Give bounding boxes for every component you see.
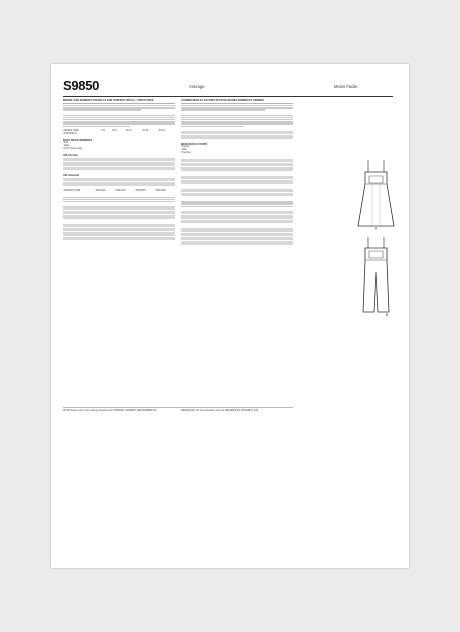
view-a-illustration: [351, 156, 401, 230]
misses-size-heading: MISSES' SIZE: [63, 129, 79, 132]
french-body-measurements-table: [181, 146, 293, 155]
french-body-measurements-heading: MESURES DU CORPS: [181, 142, 208, 146]
french-title: COMBINAISON ET SALOPETTE POUR JEUNES FEMMES ET FEMMES: [181, 99, 264, 102]
size-cell: 4-6: [101, 129, 105, 132]
body-measurements-table: [63, 142, 175, 151]
view-b-heading: A/B Jumpsuit: [63, 174, 80, 178]
row-label-hanches: Hanches: [181, 151, 191, 154]
view-a-heading: A/B Overalls: [63, 153, 78, 157]
size-cell: 20-22: [158, 129, 165, 132]
size-cell: 18W-20W: [95, 189, 106, 192]
footer-note-en: NOTE: Please refer to the sewing instructions for FINISHED GARMENT MEASUREMENTS.: [63, 410, 157, 412]
size-cell: 8-10: [112, 129, 117, 132]
european-label: EUROPEAN: [63, 132, 77, 135]
difficulty-level-en: Average: [189, 84, 205, 89]
size-cell: 26W-28W: [135, 189, 146, 192]
french-column: [181, 99, 293, 405]
size-cell: 30W-32W: [155, 189, 166, 192]
footer-rule: [63, 407, 293, 408]
english-title: MISSES' AND WOMEN'S OVERALLS AND JUMPSUIT WITH A - STRAP SIZES: [63, 99, 154, 102]
view-b-illustration: [351, 234, 401, 318]
header-rule: [63, 96, 393, 97]
row-label-bust: Bust: [63, 141, 69, 144]
difficulty-level-fr: Moins Facile: [334, 84, 358, 89]
row-label-taille: Taille: [181, 148, 187, 151]
size-cell: 12-14: [125, 129, 132, 132]
row-label-hip: Hip 9" below waist: [63, 147, 83, 150]
pattern-number: S9850: [63, 78, 100, 93]
womens-size-heading: WOMEN'S SIZE: [63, 189, 81, 192]
row-label-waist: Waist: [63, 144, 70, 147]
size-cell: 22W-24W: [115, 189, 126, 192]
pattern-envelope-back: [51, 64, 409, 568]
womens-size-table: [63, 190, 175, 193]
row-label-poitrine: Poitrine: [181, 145, 190, 148]
size-cell: 16-18: [142, 129, 149, 132]
view-a-label: A: [374, 226, 378, 230]
body-measurements-heading: BODY MEASUREMENTS: [63, 138, 93, 142]
footer-note-fr: REMARQUE: Voir les instructions pour les MESURES DU VÊTEMENT FINI.: [181, 410, 259, 412]
english-column: [63, 99, 175, 405]
view-b-label: B: [385, 313, 389, 317]
header: [63, 78, 393, 96]
